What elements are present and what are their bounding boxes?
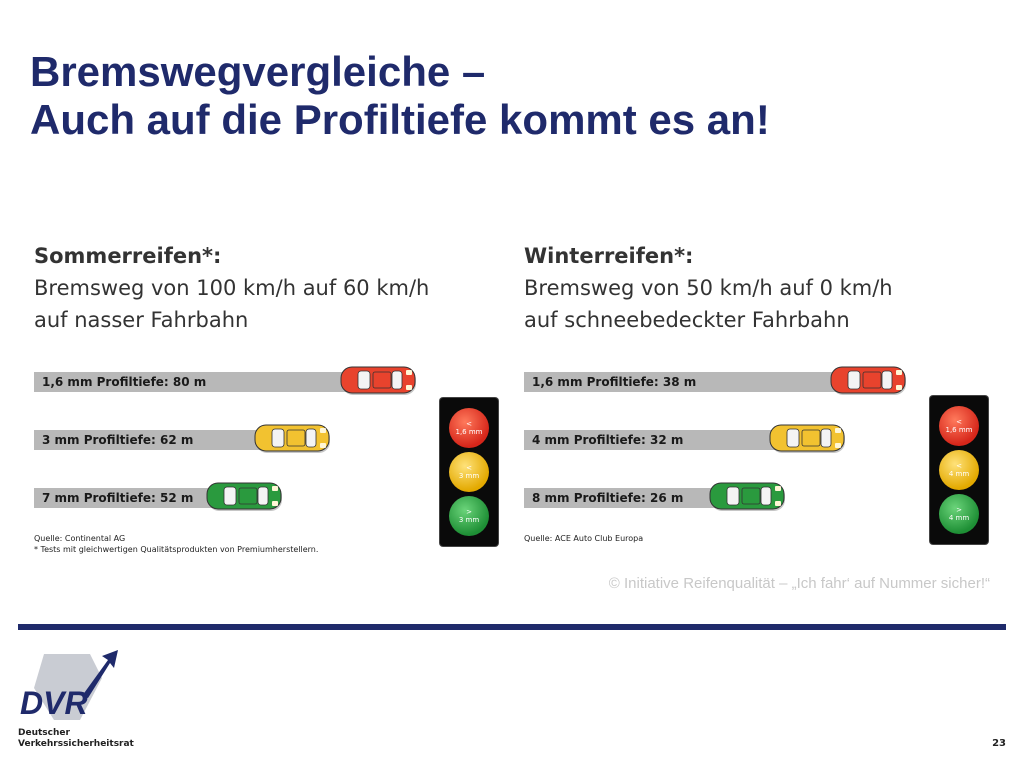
- bar-label: 1,6 mm Profiltiefe: 38 m: [532, 375, 697, 389]
- lamp-value: 1,6 mm: [945, 426, 973, 434]
- red-lamp: [449, 408, 489, 448]
- lamp-symbol: <: [466, 420, 472, 428]
- summer-heading-line-2: auf nasser Fahrbahn: [34, 308, 249, 332]
- source-note: [34, 533, 318, 555]
- car-icon: [709, 481, 787, 515]
- logo-caption-line-2: Verkehrssicherheitsrat: [18, 739, 134, 749]
- winter-heading-title: Winterreifen*:: [524, 244, 694, 268]
- page-number: 23: [992, 738, 1006, 749]
- winter-heading-line-1: Bremsweg von 50 km/h auf 0 km/h: [524, 276, 893, 300]
- car-icon: [769, 423, 847, 457]
- winter-heading-line-2: auf schneebedeckter Fahrbahn: [524, 308, 850, 332]
- source-text: Quelle: Continental AG: [34, 534, 126, 543]
- bar-label: 1,6 mm Profiltiefe: 80 m: [42, 375, 207, 389]
- car-icon: [206, 481, 284, 515]
- source-note: [524, 533, 643, 544]
- copyright-note: © Initiative Reifenqualität – „Ich fahr‘ auf Nummer sicher!“: [608, 575, 990, 592]
- bar-label: 7 mm Profiltiefe: 52 m: [42, 491, 194, 505]
- divider-rule: [18, 624, 1006, 630]
- summer-heading: [34, 240, 514, 336]
- lamp-value: 4 mm: [948, 470, 970, 478]
- red-lamp: [939, 406, 979, 446]
- car-icon: [830, 365, 908, 399]
- bar-label: 4 mm Profiltiefe: 32 m: [532, 433, 684, 447]
- logo-wordmark: DVR: [20, 685, 88, 721]
- summer-tyres-panel: [34, 240, 514, 560]
- logo-caption-line-1: Deutscher: [18, 728, 70, 738]
- green-lamp: [449, 496, 489, 536]
- lamp-value: 3 mm: [458, 472, 480, 480]
- lamp-symbol: >: [956, 506, 962, 514]
- yellow-lamp: [939, 450, 979, 490]
- lamp-symbol: <: [956, 418, 962, 426]
- dvr-logo: [16, 648, 126, 723]
- traffic-light: [930, 396, 988, 544]
- logo-caption: [18, 728, 134, 750]
- summer-heading-line-1: Bremsweg von 100 km/h auf 60 km/h: [34, 276, 430, 300]
- winter-tyres-panel: [524, 240, 1004, 560]
- lamp-value: 1,6 mm: [455, 428, 483, 436]
- source-text: Quelle: ACE Auto Club Europa: [524, 534, 644, 543]
- yellow-lamp: [449, 452, 489, 492]
- winter-heading: [524, 240, 1004, 336]
- lamp-symbol: >: [466, 508, 472, 516]
- car-icon: [340, 365, 418, 399]
- traffic-light: [440, 398, 498, 546]
- lamp-symbol: <: [466, 464, 472, 472]
- green-lamp: [939, 494, 979, 534]
- slide-title: [30, 48, 770, 144]
- slide-title-line-1: Bremswegvergleiche –: [30, 48, 486, 95]
- bar-label: 8 mm Profiltiefe: 26 m: [532, 491, 684, 505]
- car-icon: [254, 423, 332, 457]
- bar-label: 3 mm Profiltiefe: 62 m: [42, 433, 194, 447]
- lamp-symbol: <: [956, 462, 962, 470]
- lamp-value: 4 mm: [948, 514, 970, 522]
- footnote-text: * Tests mit gleichwertigen Qualitätsprodukten von Premiumherstellern.: [34, 545, 319, 554]
- slide-title-line-2: Auch auf die Profiltiefe kommt es an!: [30, 96, 770, 143]
- lamp-value: 3 mm: [458, 516, 480, 524]
- summer-heading-title: Sommerreifen*:: [34, 244, 222, 268]
